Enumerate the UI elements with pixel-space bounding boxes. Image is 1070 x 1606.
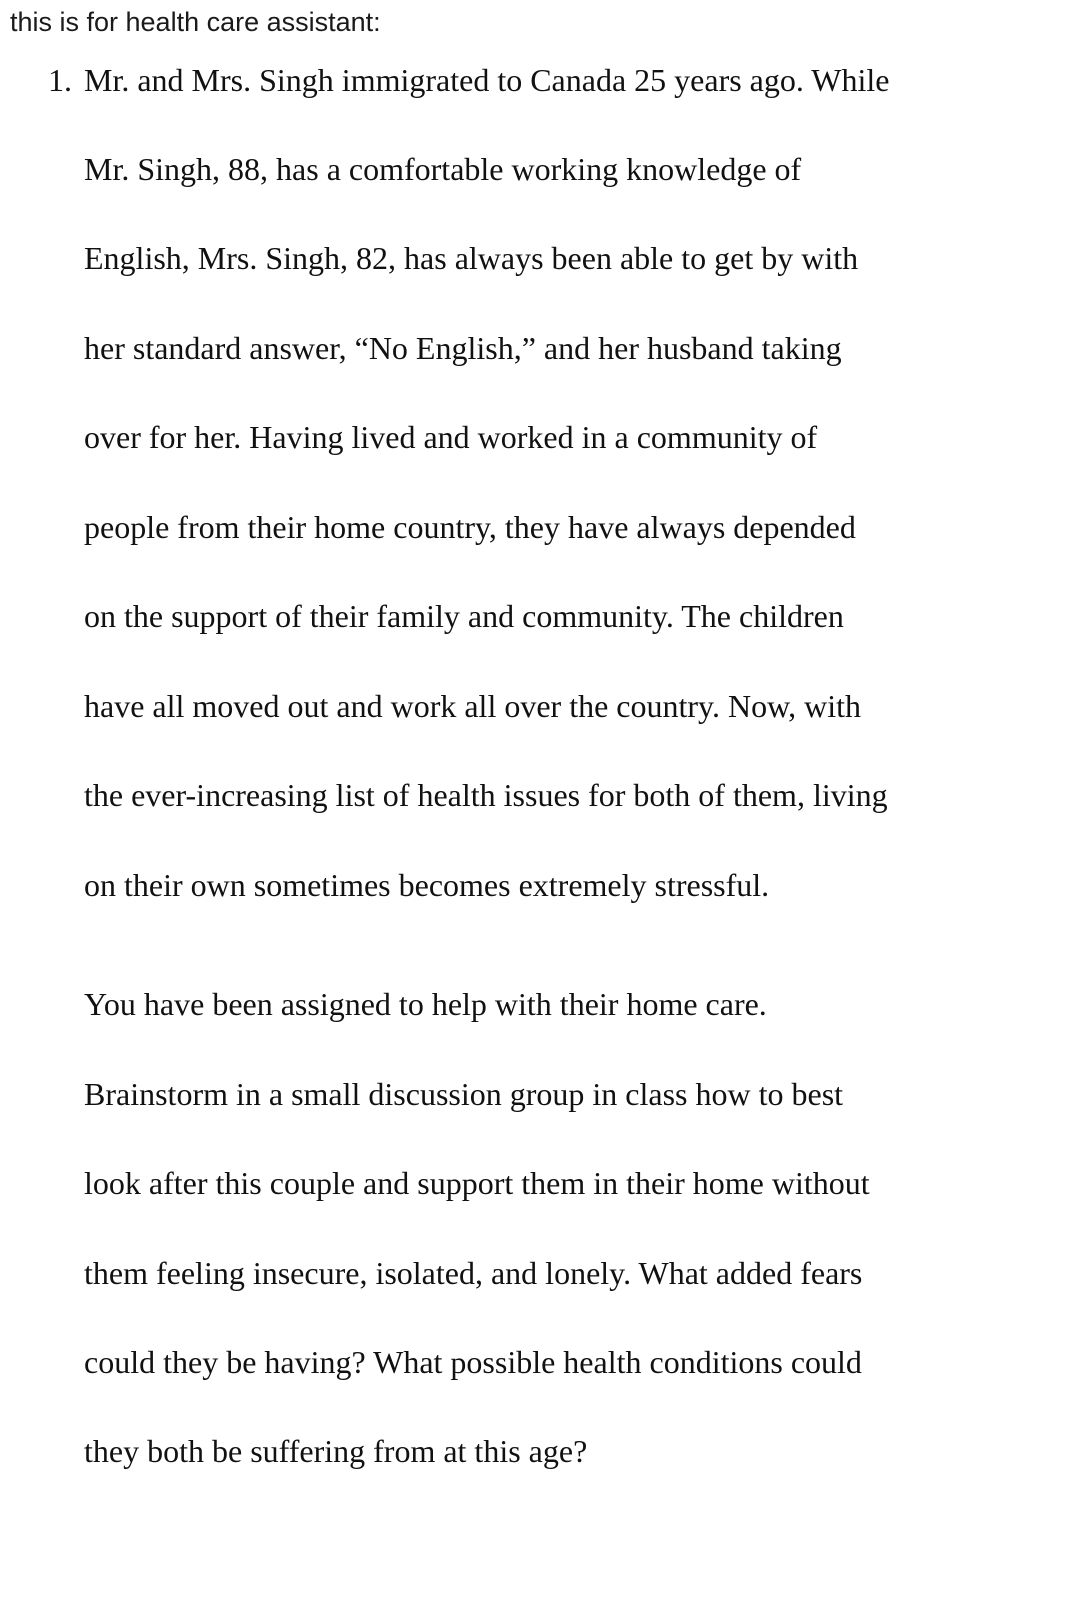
paragraph-2-line-6: they both be suffering from at this age? bbox=[84, 1433, 588, 1469]
list-number: 1. bbox=[48, 62, 72, 98]
paragraph-1-line-4: her standard answer, “No English,” and her husband taking bbox=[84, 330, 842, 366]
paragraph-1-line-5: over for her. Having lived and worked in a community of bbox=[84, 419, 818, 455]
paragraph-1-line-1: Mr. and Mrs. Singh immigrated to Canada 25 years ago. While bbox=[84, 62, 890, 98]
paragraph-2-line-1: You have been assigned to help with their home care. bbox=[84, 986, 767, 1022]
paragraph-2-line-4: them feeling insecure, isolated, and lonely. What added fears bbox=[84, 1255, 863, 1291]
paragraph-1-line-6: people from their home country, they have always depended bbox=[84, 509, 856, 545]
paragraph-1-line-3: English, Mrs. Singh, 82, has always been able to get by with bbox=[84, 240, 859, 276]
paragraph-1-line-10: on their own sometimes becomes extremely stressful. bbox=[84, 867, 770, 903]
paragraph-2-line-3: look after this couple and support them in their home without bbox=[84, 1165, 870, 1201]
paragraph-2-line-2: Brainstorm in a small discussion group in class how to best bbox=[84, 1076, 844, 1112]
paragraph-1-line-8: have all moved out and work all over the country. Now, with bbox=[84, 688, 861, 724]
paragraph-1-line-7: on the support of their family and community. The children bbox=[84, 598, 844, 634]
paragraph-1-line-9: the ever-increasing list of health issues for both of them, living bbox=[84, 777, 888, 813]
paragraph-2-line-5: could they be having? What possible health conditions could bbox=[84, 1344, 862, 1380]
paragraph-1-line-2: Mr. Singh, 88, has a comfortable working knowledge of bbox=[84, 151, 802, 187]
post-caption: this is for health care assistant: bbox=[10, 7, 381, 37]
